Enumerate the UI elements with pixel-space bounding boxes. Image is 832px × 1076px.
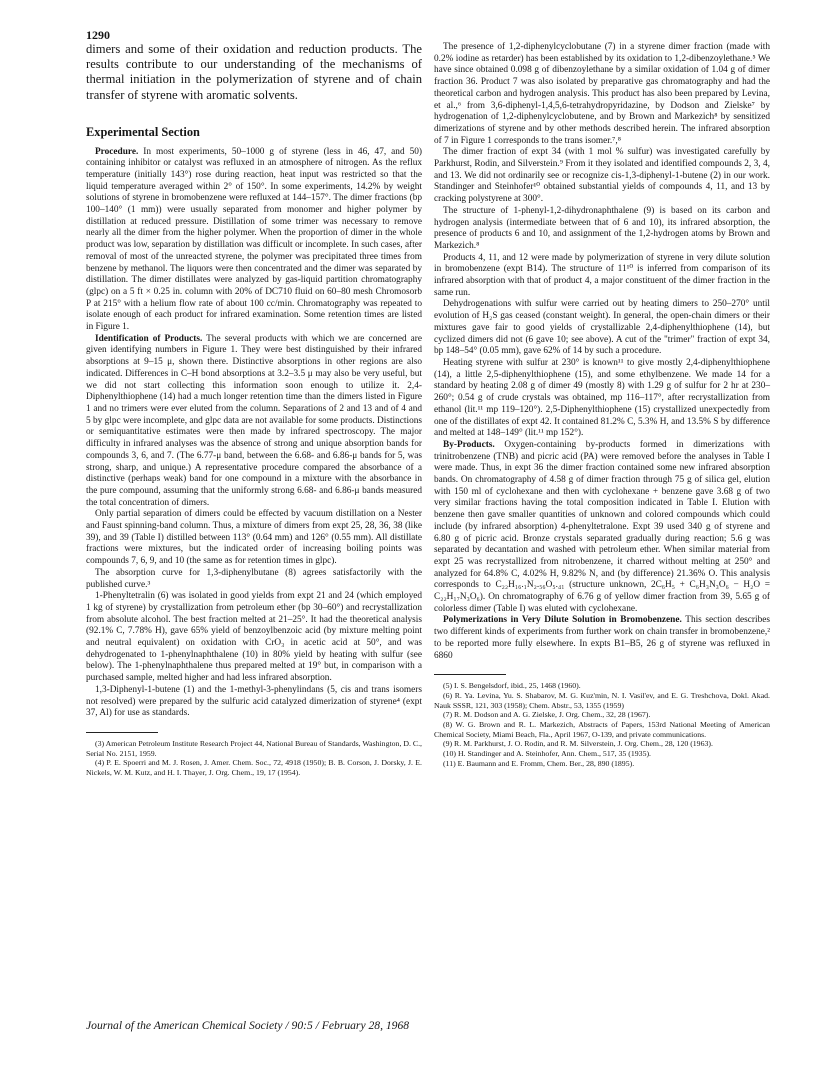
paragraph	[86, 509, 422, 568]
paragraph	[86, 334, 422, 510]
paragraph-text: 1,3-Diphenyl-1-butene (1) and the 1-methyl-3-phenylindans (5, cis and trans isomers not resolved) were prepared by the sulfuric acid catalyzed dimerization of styrene⁴ (expt 37, Al) for use as standards.	[86, 684, 422, 719]
page-number: 1290	[86, 28, 110, 42]
right-column	[434, 42, 770, 769]
run-in-heading: Polymerizations in Very Dilute Solution in Bromobenzene.	[443, 615, 682, 626]
footnote: (11) E. Baumann and E. Fromm, Chem. Ber., 28, 890 (1895).	[443, 758, 635, 768]
section-title: Experimental Section	[86, 124, 200, 139]
intro-paragraph: dimers and some of their oxidation and reduction products. The results contribute to our understanding of the mechanisms of thermal initiation in the polymerization of styrene and of chain transfer of styrene with aromatic solvents.	[86, 42, 422, 102]
run-in-heading: Identification of Products.	[95, 333, 203, 344]
paragraph-text: Only partial separation of dimers could be effected by vacuum distillation on a Nester and Faust spinning-band column. Thus, a mixture of dimers from expt 25, 28, 36, 38 (like 39), and 39 (Table I) distilled between 113° (0.64 mm) and 126° (0.55 mm). All distillate fractions were mixtures, but the indicated order of increasing boiling points was compounds 7, 6, 9, and 10 (the same as for retention times in glpc).	[86, 509, 422, 567]
footnote: (8) W. G. Brown and R. L. Markezich, Abstracts of Papers, 153rd National Meeting of American Chemical Society, Miami Beach, Fla., April 1967, O-139, and private communications.	[434, 720, 770, 739]
footnote: (5) I. S. Bengelsdorf, ibid., 25, 1468 (1960).	[443, 681, 581, 691]
footnote: (10) H. Standinger and A. Steinhofer, Ann. Chem., 517, 35 (1935).	[443, 749, 652, 759]
paragraph-text: In most experiments, 50–1000 g of styrene (less in 46, 47, and 50) containing inhibitor or catalyst was refluxed in an atmosphere of nitrogen. As the reflux temperature (initially 143°) rose during reaction, heat input was restricted so that the liquid temperature averaged within 2° of 150°. In some experiments, 14.2% by weight solutions of styrene in bromobenzene were refluxed at 144–157°. The dimer fractions (bp 100–140° (1 mm)) were usually separated from monomer and higher polymer by distillation at reduced pressure. Distillation of some trimer was necessary to remove nearly all the dimer from the higher polymer. When the proportion of dimer in the whole product was low, separation by distillation was difficult or incomplete. In such cases, after removal of most of the unreacted styrene, the polymer was precipitated three times from benzene by methanol. The liquors were then concentrated and the dimer was separated by distillation. The dimer distillates were analyzed by gas-liquid partition chromatography (glpc) on a 5 ft × 0.25 in. column with 20% of DC710 fluid on 60–80 mesh Chromosorb P at 215° with a helium flow rate of about 100 cc/min. Chromatography was repeated to isolate enough of each product for infrared examination. Some retention times are listed in Figure 1.	[86, 146, 422, 333]
paragraph	[86, 685, 422, 720]
paragraph	[434, 42, 770, 147]
paragraph	[86, 147, 422, 334]
paragraph-text: The several products with which we are concerned are given identifying numbers in Figure 1. They were best distinguished by their infrared absorptions at 9–15 μ, shown there. Distinctive absorptions in other regions are also indicated. Differences in C–H bond absorptions at 3.2–3.5 μ may also be very useful, but we did not start collecting this information soon enough to utilize it. 2,4-Diphenylthiophene (14) had a much longer retention time than the dimers listed in Figure 1 and no trimers were ever eluted from the column. Separations of 2 and 13 and of 4 and 5 by glpc were incomplete, and glpc data are not available for some products. Distinctions or semiquantitative estimates were then made by infrared spectroscopy. The major difficulty in infrared analyses was the absence of strong and unique absorption bands for compounds 3, 6, and 7. (The 6.77-μ band, between the 6.68- and 6.86-μ bands for 5, was strong, sharp, and unique.) A representative procedure compared the absorbance of a distinctive (perhaps weak) band for one compound in a mixture with the absorbance in the pure compound, assuming that the uniformly strong 6.68- and 6.86-μ bands measured the total concentration of dimers.	[86, 333, 422, 508]
run-in-heading: Procedure.	[95, 146, 139, 157]
paragraph-text: Products 4, 11, and 12 were made by polymerization of styrene in very dilute solution in bromobenzene (expt B14). The structure of 11¹⁰ is inferred from comparison of its infrared absorption with that of product 4, a major constituent of the dimer fraction in the same run.	[434, 252, 770, 298]
left-column	[86, 42, 422, 778]
paragraph	[434, 253, 770, 300]
footnote: (4) P. E. Spoerri and M. J. Rosen, J. Amer. Chem. Soc., 72, 4918 (1950); B. B. Corson, J. Dorsky, J. E. Nickels, W. M. Kutz, and H. I. Thayer, J. Org. Chem., 19, 17 (1954).	[86, 758, 422, 778]
run-in-heading: By-Products.	[443, 439, 495, 450]
footnote-divider	[434, 674, 506, 675]
paragraph	[434, 615, 770, 662]
paragraph-text: This section describes two different kinds of experiments from further work on chain transfer in bromobenzene,² to be reported more fully elsewhere. In expts B1–B5, 26 g of styrene was refluxed in 6860	[434, 615, 770, 661]
paragraph-text: The dimer fraction of expt 34 (with 1 mol % sulfur) was investigated carefully by Parkhurst, Rodin, and Silverstein.⁹ From it they isolated and identified compounds 2, 3, 4, and 13. We did not ordinarily see or recognize cis-1,3-diphenyl-1-butene (2) in our work. Standinger and Steinhofer¹⁰ obtained substantial yields of compounds 4, 11, and 13 by cracking polystyrene at 300°.	[434, 147, 770, 205]
footnote: (7) R. M. Dodson and A. G. Zielske, J. Org. Chem., 32, 28 (1967).	[443, 710, 651, 720]
paragraph	[434, 358, 770, 440]
paragraph	[434, 299, 770, 358]
paragraph-text: The absorption curve for 1,3-diphenylbutane (8) agrees satisfactorily with the published curve.³	[86, 567, 422, 590]
paragraph-text: Oxygen-containing by-products formed in dimerizations with trinitrobenzene (TNB) and picric acid (PA) were removed before the analyses in Table I were made. Thus, in expt 36 the dimer fraction contained some new infrared absorption bands. On chromatography of 4.58 g of dimer fraction through 75 g of silica gel, elution with 150 ml of cyclohexane and then with cyclohexane + benzene gave 3.68 g of two very similar fractions having the total composition indicated in Table I. Elution with benzene then gave smaller quantities of unknown and colored compounds which could include (by infrared absorption) 4-phenyltetralone. Expt 39 used 340 g of styrene and 6.80 g of picric acid. Bronze crystals separated gradually during reaction; 5.6 g was separated by decantation and washed with petroleum ether. When similar material from expt 25 was recrystallized from nitrobenzene, it charred without melting at 250° and analyzed for 64.8% C, 4.02% H, 9.82% N, and (by difference) 21.36% O. This analysis corresponds to C₂₂H₁₆.₁N₂.₅₆O₅.₄₁ (structure unknown, 2C₆H₅ + C₆H₃N₃O₆ − H₂O = C₂₂H₁₇N₃O₆). On chromatography of 6.76 g of yellow dimer fraction from 39, 5.65 g of colorless dimer (Table I) was eluted with cyclohexane.	[434, 439, 770, 614]
footnote: (3) American Petroleum Institute Research Project 44, National Bureau of Standards, Washington, D. C., Serial No. 2151, 1959.	[86, 738, 422, 758]
paragraph	[86, 591, 422, 685]
paragraph	[434, 147, 770, 206]
paragraph	[434, 206, 770, 253]
paragraph	[86, 568, 422, 591]
paragraph-text: Heating styrene with sulfur at 230° is known¹¹ to give mostly 2,4-diphenylthiophene (14), a little 2,5-diphenylthiophene (15), and some ethylbenzene. We made 14 for a standard by heating 2.08 g of dimer 49 (mostly 8) with 1.29 g of sulfur for 2 hr at 230–260°; 0.54 g of crude crystals was obtained, mp 116–117°, after recrystallization from ethanol (lit.¹¹ mp 119–120°). 2,5-Diphenylthiophene (15) crystallized unexpectedly from one of the distillates of expt 42. It contained 81.2% C, 5.3% H, and 13.5% S by difference and melted at 148–149° (lit.¹¹ mp 152°).	[434, 357, 770, 439]
paragraph	[434, 440, 770, 616]
footnote: (6) R. Ya. Levina, Yu. S. Shabarov, M. G. Kuz'min, N. I. Vasil'ev, and E. G. Treshchova, Dokl. Akad. Nauk SSSR, 121, 303 (1958); Chem. Abstr., 53, 1355 (1959)	[434, 690, 770, 710]
footnote-divider	[86, 732, 158, 733]
journal-footer: Journal of the American Chemical Society / 90:5 / February 28, 1968	[86, 1019, 410, 1032]
footnote: (9) R. M. Parkhurst, J. O. Rodin, and R. M. Silverstein, J. Org. Chem., 28, 120 (1963).	[443, 739, 713, 749]
paragraph-text: Dehydrogenations with sulfur were carried out by heating dimers to 250–270° until evolution of H₂S gas ceased (constant weight). In general, the open-chain dimers or their mixtures gave fair to good yields of crystallizable 2,4-diphenylthiophene (14), but cyclized dimers did not (6 gave 10; see above). A cut of the "trimer" fraction of expt 34, bp 148–54° (0.05 mm), gave 62% of 14 by such a procedure.	[434, 299, 770, 357]
paragraph-text: The presence of 1,2-diphenylcyclobutane (7) in a styrene dimer fraction (made with 0.2% iodine as retarder) has been established by its oxidation to 1,2-dibenzoylethane.⁵ We have since obtained 0.098 g of dibenzoylethane by a similar oxidation of 1.04 g of dimer fraction 36. Product 7 was also isolated by preparative gas chromatography and had the theoretical carbon and hydrogen analysis. This product has also been prepared by Levina, et al.,⁶ from 3,6-diphenyl-1,4,5,6-tetrahydropyridazine, by Dodson and Zielske⁷ by hydrogenation of 1,2-diphenylcyclobutene, and by Brown and Markezich⁸ by sensitized dimerizations of styrene and by other methods described herein. The infrared absorption of 7 in Figure 1 corresponds to the trans isomer.⁷,⁸	[434, 42, 770, 146]
paragraph-text: The structure of 1-phenyl-1,2-dihydronaphthalene (9) is based on its carbon and hydrogen analysis (intermediate between that of 6 and 10), its infrared absorption, the presence of products 6 and 10, and assignment of the 1,2-hydrogen atoms by Brown and Markezich.⁸	[434, 205, 770, 251]
paragraph-text: 1-Phenyltetralin (6) was isolated in good yields from expt 21 and 24 (which employed 1 kg of styrene) by crystallization from petroleum ether (bp 30–60°) and recrystallization from absolute alcohol. The best fraction melted at 21–25°. It had the theoretical analysis (92.1% C, 7.78% H), gave 65% yield of benzoylbenzoic acid (by mixture melting point and neutral equivalent) on oxidation with CrO₃ in acetic acid at 50°, and was dehydrogenated to 1-phenylnaphthalene (10) in 80% yield by heating with sulfur (see below). The 1-phenylnaphthalene thus prepared melted at 19° but, in comparison with a purchased sample, melted higher and had less infrared absorption.	[86, 591, 422, 684]
